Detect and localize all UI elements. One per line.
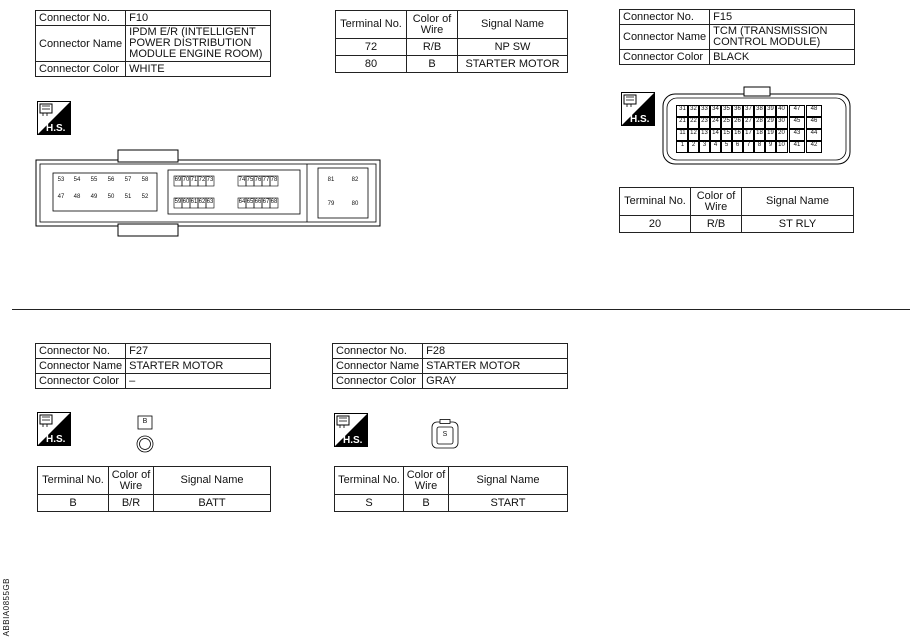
header-terminal: Terminal No. bbox=[620, 188, 691, 216]
pin: 31 bbox=[676, 105, 689, 117]
label: Connector No. bbox=[36, 11, 126, 26]
pin: 73 bbox=[206, 177, 214, 183]
wire-color: B bbox=[404, 495, 449, 512]
pin: 23 bbox=[698, 117, 711, 129]
pin: 5 bbox=[720, 141, 733, 153]
f27-info-table bbox=[35, 343, 271, 389]
terminal-no: 72 bbox=[336, 39, 407, 56]
pin: 47 bbox=[57, 194, 65, 200]
pin: 82 bbox=[351, 177, 359, 183]
label: Connector Color bbox=[36, 62, 126, 77]
pin: 11 bbox=[676, 129, 689, 141]
pin: 27 bbox=[742, 117, 755, 129]
pin: 32 bbox=[687, 105, 700, 117]
hs-label: H.S. bbox=[46, 434, 66, 445]
label: Connector Name bbox=[36, 26, 126, 62]
hs-harness-side-icon bbox=[37, 412, 71, 446]
header-color: Color of Wire bbox=[691, 188, 742, 216]
pin: 21 bbox=[676, 117, 689, 129]
pin: 45 bbox=[789, 117, 805, 129]
connector-no: F28 bbox=[423, 344, 568, 359]
label: Connector Name bbox=[36, 359, 126, 374]
table-row bbox=[336, 56, 568, 73]
pin: 78 bbox=[270, 177, 278, 183]
table-row bbox=[335, 495, 568, 512]
pin: 46 bbox=[806, 117, 822, 129]
header-signal: Signal Name bbox=[449, 467, 568, 495]
pin: 54 bbox=[73, 177, 81, 183]
pin: 75 bbox=[246, 177, 254, 183]
header-signal: Signal Name bbox=[154, 467, 271, 495]
pin: 62 bbox=[198, 199, 206, 205]
pin: 66 bbox=[254, 199, 262, 205]
pin: 63 bbox=[206, 199, 214, 205]
label: Connector Color bbox=[36, 374, 126, 389]
pin: 8 bbox=[753, 141, 766, 153]
connector-no: F15 bbox=[710, 10, 855, 25]
pin: 13 bbox=[698, 129, 711, 141]
pin: 15 bbox=[720, 129, 733, 141]
f27-terminal-table bbox=[37, 466, 271, 512]
pin: 80 bbox=[351, 201, 359, 207]
connector-name: TCM (TRANSMISSION CONTROL MODULE) bbox=[710, 25, 855, 50]
pin: 28 bbox=[753, 117, 766, 129]
pin: 59 bbox=[174, 199, 182, 205]
header-terminal: Terminal No. bbox=[335, 467, 404, 495]
pin: 25 bbox=[720, 117, 733, 129]
pin: 3 bbox=[698, 141, 711, 153]
terminal-no: S bbox=[335, 495, 404, 512]
f28-connector-diagram bbox=[431, 419, 459, 449]
label: Connector No. bbox=[333, 344, 423, 359]
pin: 38 bbox=[753, 105, 766, 117]
f10-info-table bbox=[35, 10, 271, 77]
signal-name: START bbox=[449, 495, 568, 512]
pin: 42 bbox=[806, 141, 822, 153]
pin: 37 bbox=[742, 105, 755, 117]
f27-connector-diagram bbox=[134, 415, 156, 455]
hs-harness-side-icon bbox=[37, 101, 71, 135]
label: Connector No. bbox=[620, 10, 710, 25]
terminal-no: 20 bbox=[620, 216, 691, 233]
wire-color: R/B bbox=[691, 216, 742, 233]
connector-name: STARTER MOTOR bbox=[126, 359, 271, 374]
f10-connector-diagram bbox=[35, 148, 381, 238]
label: Connector Color bbox=[333, 374, 423, 389]
pin: 16 bbox=[731, 129, 744, 141]
signal-name: BATT bbox=[154, 495, 271, 512]
hs-harness-side-icon bbox=[334, 413, 368, 447]
f10-terminal-table bbox=[335, 10, 568, 73]
f15-terminal-table bbox=[619, 187, 854, 233]
header-signal: Signal Name bbox=[458, 11, 568, 39]
pin: 41 bbox=[789, 141, 805, 153]
pin: 14 bbox=[709, 129, 722, 141]
pin: 65 bbox=[246, 199, 254, 205]
hs-harness-side-icon bbox=[621, 92, 655, 126]
pin: 50 bbox=[107, 194, 115, 200]
pin: 53 bbox=[57, 177, 65, 183]
pin: 56 bbox=[107, 177, 115, 183]
f15-info-table bbox=[619, 9, 855, 65]
section-divider bbox=[12, 309, 910, 310]
pin: 10 bbox=[775, 141, 788, 153]
pin: 30 bbox=[775, 117, 788, 129]
hs-label: H.S. bbox=[343, 435, 363, 446]
pin: 7 bbox=[742, 141, 755, 153]
connector-color: BLACK bbox=[710, 50, 855, 65]
table-row bbox=[38, 495, 271, 512]
wire-color: B/R bbox=[109, 495, 154, 512]
pin: B bbox=[142, 418, 148, 425]
pin: 47 bbox=[789, 105, 805, 117]
hs-label: H.S. bbox=[630, 114, 650, 125]
connector-color: GRAY bbox=[423, 374, 568, 389]
terminal-no: B bbox=[38, 495, 109, 512]
pin: 19 bbox=[764, 129, 777, 141]
pin: 74 bbox=[238, 177, 246, 183]
pin: 43 bbox=[789, 129, 805, 141]
pin: 48 bbox=[73, 194, 81, 200]
pin: 9 bbox=[764, 141, 777, 153]
pin: 61 bbox=[190, 199, 198, 205]
pin: 36 bbox=[731, 105, 744, 117]
pin: 40 bbox=[775, 105, 788, 117]
pin: 18 bbox=[753, 129, 766, 141]
terminal-no: 80 bbox=[336, 56, 407, 73]
pin: 81 bbox=[327, 177, 335, 183]
pin: 2 bbox=[687, 141, 700, 153]
signal-name: ST RLY bbox=[742, 216, 854, 233]
pin: 72 bbox=[198, 177, 206, 183]
signal-name: STARTER MOTOR bbox=[458, 56, 568, 73]
figure-id: ABBIA0855GB bbox=[2, 578, 11, 637]
f28-info-table bbox=[332, 343, 568, 389]
label: Connector Name bbox=[333, 359, 423, 374]
pin: 60 bbox=[182, 199, 190, 205]
pin: 76 bbox=[254, 177, 262, 183]
pin: 55 bbox=[90, 177, 98, 183]
header-terminal: Terminal No. bbox=[38, 467, 109, 495]
pin: 67 bbox=[262, 199, 270, 205]
hs-label: H.S. bbox=[46, 123, 66, 134]
connector-color: WHITE bbox=[126, 62, 271, 77]
header-color: Color of Wire bbox=[404, 467, 449, 495]
pin: 48 bbox=[806, 105, 822, 117]
pin: 64 bbox=[238, 199, 246, 205]
pin: 71 bbox=[190, 177, 198, 183]
pin: 77 bbox=[262, 177, 270, 183]
pin: 17 bbox=[742, 129, 755, 141]
header-color: Color of Wire bbox=[109, 467, 154, 495]
pin: S bbox=[442, 431, 448, 438]
f28-terminal-table bbox=[334, 466, 568, 512]
pin: 22 bbox=[687, 117, 700, 129]
pin: 69 bbox=[174, 177, 182, 183]
pin: 34 bbox=[709, 105, 722, 117]
connector-no: F10 bbox=[126, 11, 271, 26]
pin: 51 bbox=[124, 194, 132, 200]
pin: 29 bbox=[764, 117, 777, 129]
f15-connector-diagram bbox=[662, 86, 852, 166]
pin: 26 bbox=[731, 117, 744, 129]
pin: 33 bbox=[698, 105, 711, 117]
connector-name: IPDM E/R (INTELLIGENT POWER DISTRIBUTION MODULE ENGINE ROOM) bbox=[126, 26, 271, 62]
pin: 12 bbox=[687, 129, 700, 141]
pin: 68 bbox=[270, 199, 278, 205]
header-terminal: Terminal No. bbox=[336, 11, 407, 39]
pin: 52 bbox=[141, 194, 149, 200]
connector-color: – bbox=[126, 374, 271, 389]
table-row bbox=[336, 39, 568, 56]
pin: 57 bbox=[124, 177, 132, 183]
f10-pins-right bbox=[318, 168, 368, 218]
pin: 79 bbox=[327, 201, 335, 207]
connector-name: STARTER MOTOR bbox=[423, 359, 568, 374]
pin: 20 bbox=[775, 129, 788, 141]
pin: 6 bbox=[731, 141, 744, 153]
pin: 49 bbox=[90, 194, 98, 200]
header-signal: Signal Name bbox=[742, 188, 854, 216]
f15-pin-grid bbox=[676, 105, 836, 153]
header-color: Color of Wire bbox=[407, 11, 458, 39]
wire-color: B bbox=[407, 56, 458, 73]
label: Connector Color bbox=[620, 50, 710, 65]
pin: 24 bbox=[709, 117, 722, 129]
pin: 70 bbox=[182, 177, 190, 183]
pin: 4 bbox=[709, 141, 722, 153]
label: Connector Name bbox=[620, 25, 710, 50]
label: Connector No. bbox=[36, 344, 126, 359]
connector-no: F27 bbox=[126, 344, 271, 359]
pin: 58 bbox=[141, 177, 149, 183]
pin: 1 bbox=[676, 141, 689, 153]
pin: 44 bbox=[806, 129, 822, 141]
pin: 39 bbox=[764, 105, 777, 117]
table-row bbox=[620, 216, 854, 233]
wire-color: R/B bbox=[407, 39, 458, 56]
signal-name: NP SW bbox=[458, 39, 568, 56]
pin: 35 bbox=[720, 105, 733, 117]
